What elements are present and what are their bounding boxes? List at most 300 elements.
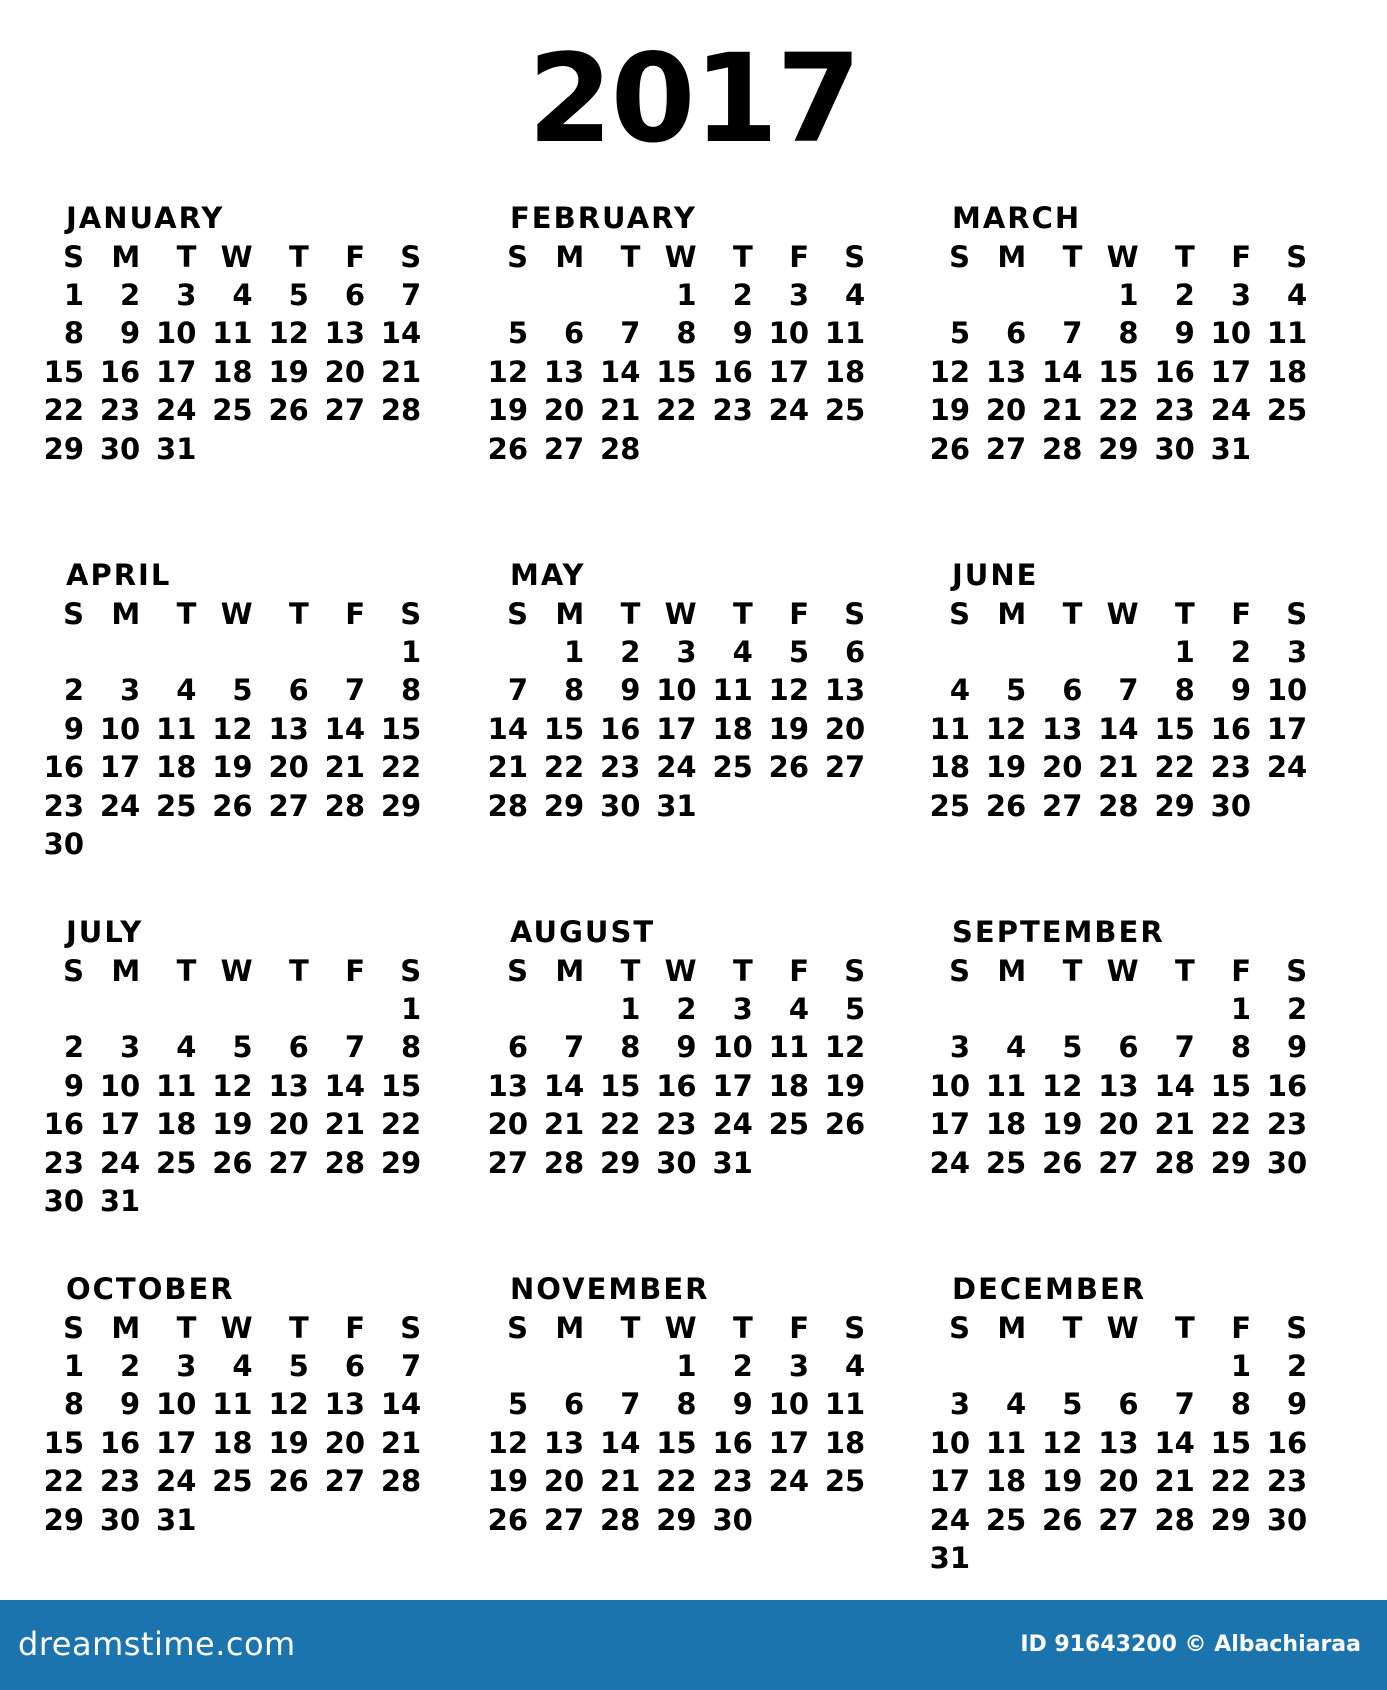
day-number: 30 [43, 827, 84, 861]
day-number: 19 [487, 393, 528, 428]
weekday-label: T [1062, 1311, 1083, 1345]
weekday-label: F [789, 597, 809, 631]
day-number: 27 [268, 1145, 309, 1180]
day-number: 28 [600, 431, 641, 466]
weekday-label: W [1106, 954, 1139, 988]
day-number: 24 [929, 1145, 970, 1180]
day-number: 22 [1210, 1464, 1251, 1499]
weekday-label: T [620, 240, 641, 274]
day-number: 7 [564, 1030, 585, 1065]
footer-bar [0, 1600, 1387, 1690]
month-name: JANUARY [66, 201, 225, 235]
day-number: 30 [43, 1184, 84, 1218]
day-number: 29 [380, 788, 422, 823]
day-number: 24 [1210, 393, 1251, 428]
day-number: 17 [1210, 354, 1251, 389]
day-number: 6 [1118, 1030, 1139, 1065]
day-number: 3 [1230, 278, 1251, 312]
day-number: 10 [99, 1068, 141, 1103]
day-number: 9 [1230, 673, 1251, 708]
weekday-label: M [997, 1311, 1027, 1345]
day-number: 2 [1287, 992, 1308, 1026]
month-block [929, 198, 1342, 518]
day-number: 16 [43, 750, 84, 785]
day-number: 25 [212, 393, 253, 428]
day-number: 23 [1266, 1107, 1308, 1142]
day-number: 1 [1230, 1349, 1251, 1383]
weekday-label: F [789, 240, 809, 274]
day-number: 8 [1230, 1030, 1251, 1065]
day-number: 27 [487, 1145, 528, 1180]
day-number: 2 [63, 673, 84, 708]
day-number: 20 [1042, 750, 1083, 785]
day-number: 14 [380, 316, 422, 351]
day-number: 30 [99, 1502, 141, 1537]
day-number: 15 [43, 1425, 84, 1460]
weekday-label: F [789, 1311, 809, 1345]
day-number: 20 [543, 393, 585, 428]
day-number: 20 [324, 354, 365, 389]
day-number: 25 [156, 1145, 197, 1180]
day-number: 25 [824, 1464, 866, 1499]
day-number: 29 [43, 431, 84, 466]
weekday-label: M [111, 240, 141, 274]
day-number: 4 [788, 992, 809, 1026]
day-number: 23 [43, 788, 84, 823]
weekday-label: M [997, 954, 1027, 988]
day-number: 2 [732, 1349, 753, 1383]
day-number: 27 [985, 431, 1027, 466]
day-number: 19 [768, 711, 809, 746]
day-number: 1 [63, 1349, 84, 1383]
day-number: 21 [324, 750, 365, 785]
day-number: 21 [380, 1425, 422, 1460]
day-number: 24 [156, 393, 197, 428]
day-number: 8 [676, 316, 697, 351]
month-name: APRIL [66, 558, 172, 592]
weekday-label: T [1175, 1311, 1195, 1345]
month-block [43, 555, 456, 875]
month-block [929, 1269, 1342, 1589]
weekday-label: S [507, 597, 528, 631]
weekday-label: S [949, 1311, 970, 1345]
day-number: 27 [324, 1464, 365, 1499]
day-number: 30 [656, 1145, 697, 1180]
day-number: 20 [268, 750, 309, 785]
weekday-label: T [176, 597, 197, 631]
day-number: 2 [1287, 1349, 1308, 1383]
day-number: 9 [620, 673, 641, 708]
day-number: 4 [1006, 1387, 1027, 1422]
day-number: 20 [985, 393, 1027, 428]
day-number: 18 [985, 1107, 1027, 1142]
day-number: 20 [543, 1464, 585, 1499]
day-number: 5 [949, 316, 970, 351]
weekday-label: M [997, 597, 1027, 631]
weekday-label: S [507, 240, 528, 274]
weekday-label: T [1175, 240, 1195, 274]
day-number: 31 [656, 788, 697, 823]
day-number: 18 [1266, 354, 1308, 389]
weekday-label: F [345, 1311, 365, 1345]
day-number: 28 [380, 393, 422, 428]
weekday-label: W [1106, 1311, 1139, 1345]
day-number: 5 [1062, 1387, 1083, 1422]
weekday-label: T [733, 954, 753, 988]
day-number: 1 [63, 278, 84, 312]
day-number: 13 [543, 354, 585, 389]
day-number: 24 [1266, 750, 1308, 785]
day-number: 15 [1210, 1068, 1251, 1103]
day-number: 15 [1210, 1425, 1251, 1460]
day-number: 7 [620, 316, 641, 351]
day-number: 6 [288, 673, 309, 708]
day-number: 26 [487, 431, 528, 466]
day-number: 17 [929, 1107, 970, 1142]
day-number: 12 [824, 1030, 866, 1065]
day-number: 1 [676, 1349, 697, 1383]
day-number: 13 [1098, 1425, 1139, 1460]
day-number: 8 [1118, 316, 1139, 351]
day-number: 10 [712, 1030, 753, 1065]
day-number: 19 [1042, 1107, 1083, 1142]
day-number: 17 [656, 711, 697, 746]
day-number: 11 [985, 1425, 1027, 1460]
day-number: 19 [268, 354, 309, 389]
weekday-label: T [1062, 954, 1083, 988]
day-number: 31 [929, 1541, 970, 1575]
day-number: 26 [1042, 1145, 1083, 1180]
day-number: 15 [1098, 354, 1139, 389]
day-number: 9 [1174, 316, 1195, 351]
weekday-label: S [63, 954, 84, 988]
day-number: 21 [487, 750, 528, 785]
weekday-label: S [63, 597, 84, 631]
day-number: 17 [768, 1425, 809, 1460]
day-number: 10 [768, 1387, 809, 1422]
day-number: 6 [344, 1349, 365, 1383]
day-number: 15 [543, 711, 585, 746]
day-number: 6 [344, 278, 365, 312]
day-number: 6 [1062, 673, 1083, 708]
day-number: 6 [845, 635, 866, 669]
day-number: 22 [1098, 393, 1139, 428]
day-number: 5 [845, 992, 866, 1026]
day-number: 18 [156, 750, 197, 785]
weekday-label: S [1286, 597, 1308, 631]
day-number: 1 [401, 635, 422, 669]
day-number: 4 [1006, 1030, 1027, 1065]
day-number: 7 [507, 673, 528, 708]
day-number: 12 [985, 711, 1027, 746]
weekday-label: M [555, 1311, 585, 1345]
day-number: 4 [732, 635, 753, 669]
image-credit: ID 91643200 © Albachiaraa [1020, 1632, 1361, 1657]
day-number: 27 [268, 788, 309, 823]
day-number: 1 [1230, 992, 1251, 1026]
weekday-label: W [220, 954, 253, 988]
day-number: 11 [212, 316, 253, 351]
day-number: 11 [712, 673, 753, 708]
weekday-label: M [555, 597, 585, 631]
day-number: 29 [600, 1145, 641, 1180]
day-number: 26 [929, 431, 970, 466]
day-number: 13 [824, 673, 866, 708]
day-number: 16 [600, 711, 641, 746]
day-number: 22 [656, 1464, 697, 1499]
weekday-label: S [949, 240, 970, 274]
day-number: 2 [1174, 278, 1195, 312]
month-name: MAY [510, 558, 586, 592]
day-number: 23 [712, 393, 753, 428]
weekday-label: F [1231, 597, 1251, 631]
day-number: 17 [929, 1464, 970, 1499]
day-number: 23 [656, 1107, 697, 1142]
day-number: 2 [732, 278, 753, 312]
day-number: 14 [1042, 354, 1083, 389]
weekday-label: W [1106, 597, 1139, 631]
weekday-label: S [400, 1311, 422, 1345]
weekday-label: T [1175, 954, 1195, 988]
day-number: 7 [344, 673, 365, 708]
day-number: 1 [620, 992, 641, 1026]
day-number: 22 [380, 750, 422, 785]
weekday-label: S [844, 597, 866, 631]
day-number: 19 [212, 1107, 253, 1142]
day-number: 5 [232, 673, 253, 708]
day-number: 14 [1154, 1425, 1195, 1460]
weekday-label: T [176, 240, 197, 274]
day-number: 26 [212, 1145, 253, 1180]
day-number: 18 [985, 1464, 1027, 1499]
weekday-label: S [844, 240, 866, 274]
day-number: 25 [824, 393, 866, 428]
month-name: JULY [66, 915, 144, 949]
day-number: 29 [1210, 1145, 1251, 1180]
weekday-label: T [176, 954, 197, 988]
day-number: 28 [1098, 788, 1139, 823]
day-number: 5 [788, 635, 809, 669]
day-number: 4 [176, 1030, 197, 1065]
day-number: 13 [985, 354, 1027, 389]
day-number: 21 [380, 354, 422, 389]
day-number: 15 [600, 1068, 641, 1103]
day-number: 17 [156, 354, 197, 389]
day-number: 21 [600, 1464, 641, 1499]
day-number: 6 [288, 1030, 309, 1065]
weekday-label: S [63, 240, 84, 274]
day-number: 23 [600, 750, 641, 785]
day-number: 10 [656, 673, 697, 708]
day-number: 6 [507, 1030, 528, 1065]
day-number: 2 [676, 992, 697, 1026]
day-number: 24 [656, 750, 697, 785]
day-number: 16 [712, 354, 753, 389]
day-number: 12 [1042, 1425, 1083, 1460]
day-number: 3 [120, 1030, 141, 1065]
day-number: 7 [1062, 316, 1083, 351]
day-number: 21 [1154, 1464, 1195, 1499]
day-number: 2 [63, 1030, 84, 1065]
day-number: 15 [43, 354, 84, 389]
weekday-label: W [220, 1311, 253, 1345]
weekday-label: T [1175, 597, 1195, 631]
day-number: 13 [268, 711, 309, 746]
day-number: 4 [845, 278, 866, 312]
day-number: 9 [732, 1387, 753, 1422]
month-name: SEPTEMBER [952, 915, 1165, 949]
day-number: 22 [43, 1464, 84, 1499]
day-number: 26 [824, 1107, 866, 1142]
day-number: 23 [1266, 1464, 1308, 1499]
weekday-label: T [1062, 597, 1083, 631]
day-number: 23 [99, 393, 141, 428]
day-number: 22 [656, 393, 697, 428]
day-number: 14 [600, 1425, 641, 1460]
day-number: 30 [1154, 431, 1195, 466]
month-block [43, 912, 456, 1232]
weekday-label: T [733, 1311, 753, 1345]
day-number: 16 [712, 1425, 753, 1460]
day-number: 16 [43, 1107, 84, 1142]
weekday-label: S [507, 1311, 528, 1345]
day-number: 3 [676, 635, 697, 669]
day-number: 29 [656, 1502, 697, 1537]
day-number: 19 [824, 1068, 866, 1103]
day-number: 19 [212, 750, 253, 785]
day-number: 12 [768, 673, 809, 708]
day-number: 15 [380, 711, 422, 746]
day-number: 16 [1210, 711, 1251, 746]
day-number: 21 [600, 393, 641, 428]
day-number: 28 [1042, 431, 1083, 466]
day-number: 12 [212, 711, 253, 746]
day-number: 6 [1006, 316, 1027, 351]
day-number: 12 [1042, 1068, 1083, 1103]
month-block [929, 555, 1342, 875]
day-number: 18 [824, 354, 866, 389]
day-number: 3 [120, 673, 141, 708]
day-number: 29 [380, 1145, 422, 1180]
day-number: 13 [487, 1068, 528, 1103]
day-number: 26 [268, 393, 309, 428]
day-number: 25 [985, 1502, 1027, 1537]
day-number: 17 [768, 354, 809, 389]
day-number: 13 [543, 1425, 585, 1460]
day-number: 21 [1098, 750, 1139, 785]
day-number: 7 [1118, 673, 1139, 708]
day-number: 24 [712, 1107, 753, 1142]
day-number: 24 [99, 788, 141, 823]
day-number: 6 [564, 1387, 585, 1422]
day-number: 11 [985, 1068, 1027, 1103]
weekday-label: M [111, 597, 141, 631]
day-number: 11 [929, 711, 970, 746]
day-number: 22 [600, 1107, 641, 1142]
day-number: 8 [63, 1387, 84, 1422]
day-number: 31 [99, 1184, 141, 1218]
month-block [43, 198, 456, 518]
weekday-label: F [345, 597, 365, 631]
day-number: 12 [929, 354, 970, 389]
day-number: 13 [268, 1068, 309, 1103]
weekday-label: M [111, 1311, 141, 1345]
month-name: DECEMBER [952, 1272, 1147, 1306]
day-number: 7 [401, 1349, 422, 1383]
day-number: 22 [43, 393, 84, 428]
day-number: 7 [401, 278, 422, 312]
day-number: 2 [1230, 635, 1251, 669]
day-number: 30 [99, 431, 141, 466]
weekday-label: S [1286, 240, 1308, 274]
month-name: JUNE [952, 558, 1039, 592]
day-number: 11 [768, 1030, 809, 1065]
day-number: 9 [1287, 1387, 1308, 1422]
day-number: 11 [1266, 316, 1308, 351]
day-number: 1 [1174, 635, 1195, 669]
day-number: 4 [176, 673, 197, 708]
day-number: 15 [656, 354, 697, 389]
weekday-label: M [555, 954, 585, 988]
day-number: 20 [1098, 1464, 1139, 1499]
day-number: 13 [1042, 711, 1083, 746]
weekday-label: T [289, 1311, 309, 1345]
weekday-label: S [63, 1311, 84, 1345]
day-number: 7 [344, 1030, 365, 1065]
day-number: 3 [176, 1349, 197, 1383]
day-number: 30 [1266, 1145, 1308, 1180]
weekday-label: W [664, 954, 697, 988]
day-number: 17 [1266, 711, 1308, 746]
day-number: 5 [288, 1349, 309, 1383]
weekday-label: S [400, 597, 422, 631]
weekday-label: M [111, 954, 141, 988]
day-number: 10 [99, 711, 141, 746]
day-number: 11 [156, 1068, 197, 1103]
day-number: 14 [1098, 711, 1139, 746]
day-number: 2 [620, 635, 641, 669]
day-number: 8 [564, 673, 585, 708]
day-number: 7 [1174, 1387, 1195, 1422]
day-number: 8 [401, 673, 422, 708]
day-number: 24 [156, 1464, 197, 1499]
day-number: 14 [324, 711, 365, 746]
day-number: 8 [1230, 1387, 1251, 1422]
day-number: 27 [1098, 1145, 1139, 1180]
day-number: 20 [324, 1425, 365, 1460]
day-number: 11 [824, 316, 866, 351]
day-number: 1 [1118, 278, 1139, 312]
day-number: 27 [543, 1502, 585, 1537]
weekday-label: W [664, 597, 697, 631]
day-number: 25 [929, 788, 970, 823]
day-number: 15 [656, 1425, 697, 1460]
weekday-label: T [733, 240, 753, 274]
day-number: 12 [268, 316, 309, 351]
day-number: 24 [99, 1145, 141, 1180]
day-number: 6 [1118, 1387, 1139, 1422]
day-number: 23 [1154, 393, 1195, 428]
day-number: 10 [156, 316, 197, 351]
day-number: 14 [324, 1068, 365, 1103]
day-number: 31 [156, 1502, 197, 1537]
day-number: 26 [985, 788, 1027, 823]
calendar-year-title: 2017 [527, 28, 860, 170]
weekday-label: T [1062, 240, 1083, 274]
weekday-label: T [620, 954, 641, 988]
month-name: FEBRUARY [510, 201, 697, 235]
weekday-label: S [949, 597, 970, 631]
